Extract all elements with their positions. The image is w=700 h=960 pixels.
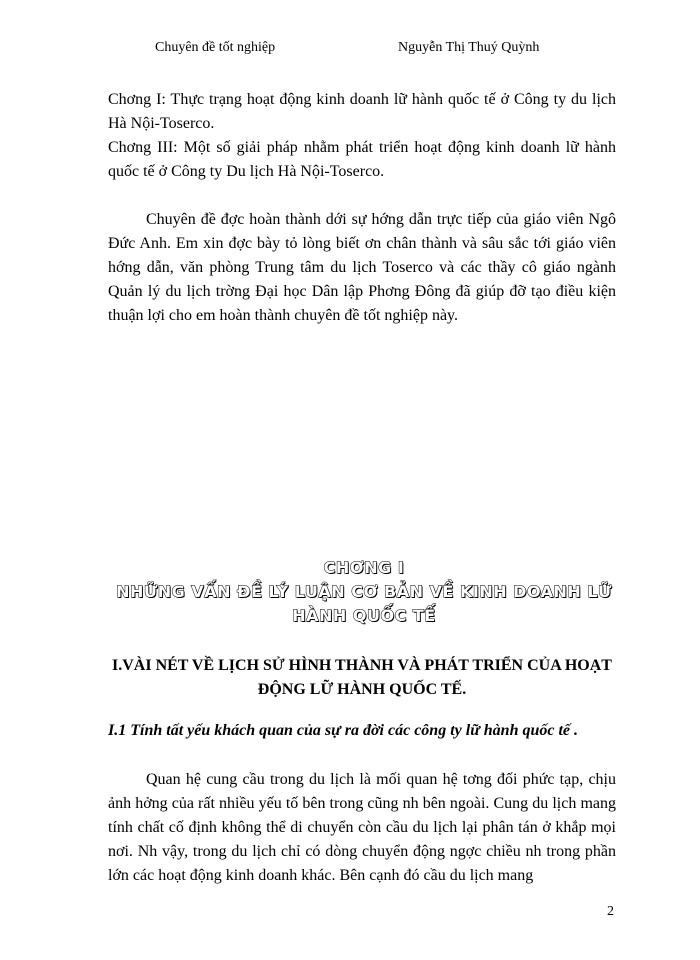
acknowledgement-paragraph: Chuyên đề đợc hoàn thành dới sự hớng dẫn trực tiếp của giáo viên Ngô Đức Anh. Em xin đợc bày tỏ lòng biết ơn chân thành và sâu sắc tới giáo viên hớng dẫn, văn phòng Trung tâm du lịch Toserco và các thầy cô giáo ngành Quản lý du lịch trờng Đại học Dân lập Phơng Đông đã giúp đỡ tạo điều kiện thuận lợi cho em hoàn thành chuyên đề tốt nghiệp này. bbox=[108, 211, 616, 324]
section-heading: I.VÀI NÉT VỀ LỊCH SỬ HÌNH THÀNH VÀ PHÁT TRIỂN CỦA HOẠT ĐỘNG LỮ HÀNH QUỐC TẾ. bbox=[112, 657, 612, 698]
header-author: Nguyễn Thị Thuý Quỳnh bbox=[398, 40, 540, 55]
header-document-type: Chuyên đề tốt nghiệp bbox=[155, 40, 276, 55]
page-number: 2 bbox=[607, 904, 614, 919]
body-paragraph: Quan hệ cung cầu trong du lịch là mối quan hệ tơng đối phức tạp, chịu ảnh hởng của rất nhiều yếu tố bên trong cũng nh bên ngoài. Cung du lịch mang tính chất cố định không thể di chuyển còn cầu du lịch lại phân tán ở khắp mọi nơi. Nh vậy, trong du lịch chỉ có dòng chuyển động ngợc chiều nh trong phần lớn các hoạt động kinh doanh khác. Bên cạnh đó cầu du lịch mang bbox=[108, 771, 616, 884]
outline-chapter-iii: Chơng III: Một số giải pháp nhằm phát triển hoạt động kinh doanh lữ hành quốc tế ở Công ty Du lịch Hà Nội-Toserco. bbox=[108, 139, 616, 180]
chapter-title: NHỮNG VẤN ĐỀ LÝ LUẬN CƠ BẢN VỀ KINH DOANH LỮ HÀNH QUỐC TẾ bbox=[116, 582, 612, 625]
outline-chapter-i: Chơng I: Thực trạng hoạt động kinh doanh lữ hành quốc tế ở Công ty du lịch Hà Nội-Toserco. bbox=[108, 91, 616, 132]
subsection-heading: I.1 Tính tất yếu khách quan của sự ra đời các công ty lữ hành quốc tế . bbox=[108, 722, 579, 739]
chapter-label: CHƠNG I bbox=[323, 558, 405, 577]
